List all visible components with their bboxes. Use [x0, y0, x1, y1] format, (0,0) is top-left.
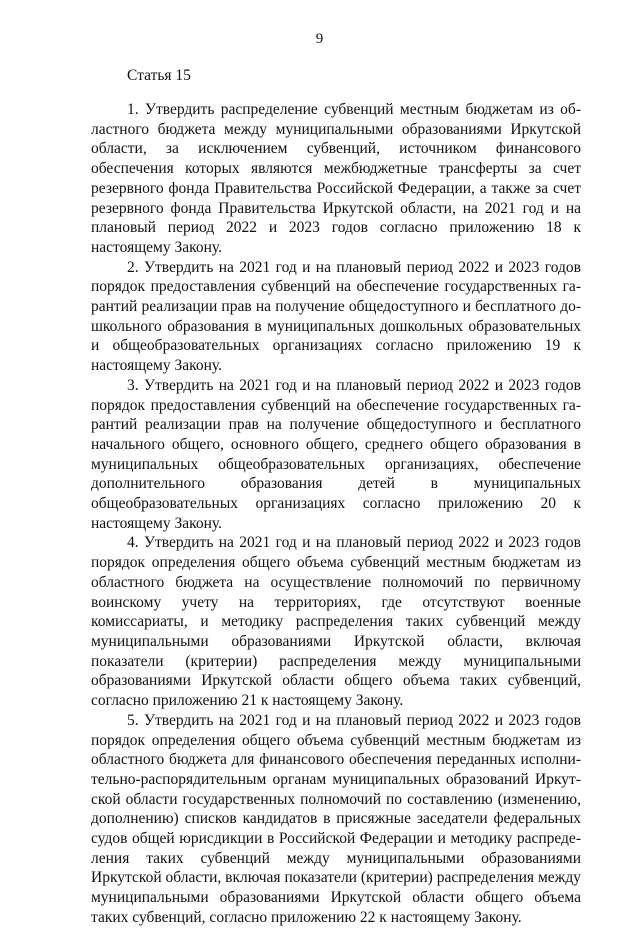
paragraph-1: 1. Утвердить распределение субвенций местным бюджетам из областного бюджета между муниципальными образованиями Иркутской области, за исключением субвенций, источником финансового обеспечения которых являются межбюджетные трансферты за счет резервного фонда Правительства Российской Федерации, а также за счет резервного фонда Правительства Иркутской области, на 2021 год и на плановый период 2022 и 2023 годов согласно приложению 18 к настоящему Закону.: [91, 101, 581, 256]
paragraph-4: 4. Утвердить на 2021 год и на плановый период 2022 и 2023 годов порядок определения общего объема субвенций местным бюджетам из областного бюджета на осуществление полномочий по первичному воинскому учету на территориях, где отсутствуют военные комиссариаты, и методику распределения таких субвенций между муниципальными образованиями Иркутской области, включая показатели (критерии) распределения между муниципальными образованиями Иркутской области общего объема таких субвенций, согласно приложению 21 к настоящему Закону.: [91, 534, 581, 710]
paragraph-3: 3. Утвердить на 2021 год и на плановый период 2022 и 2023 годов порядок предоставления субвенций на обеспечение государственных гарантий реализации прав на получение общедоступного и бесплатного начального общего, основного общего, среднего общего образования в муниципальных общеобразовательных организациях, обеспечение дополнительного образования детей в муниципальных общеобразовательных организациях согласно приложению 20 к настоящему Закону.: [91, 376, 581, 532]
article-body: [91, 100, 581, 928]
article-heading: Статья 15: [127, 67, 191, 84]
paragraph-2: 2. Утвердить на 2021 год и на плановый период 2022 и 2023 годов порядок предоставления субвенций на обеспечение государственных гарантий реализации прав на получение общедоступного и бесплатного дошкольного образования в муниципальных дошкольных образовательных и общеобразовательных организациях согласно приложению 19 к настоящему Закону.: [91, 258, 581, 375]
page-number: 9: [315, 31, 324, 47]
paragraph-5: 5. Утвердить на 2021 год и на плановый период 2022 и 2023 годов порядок определения общего объема субвенций местным бюджетам из областного бюджета для финансового обеспечения переданных исполнительно-распорядительным органам муниципальных образований Иркутской области государственных полномочий по составлению (изменению, дополнению) списков кандидатов в присяжные заседатели федеральных судов общей юрисдикции в Российской Федерации и методику распределения таких субвенций между муниципальными образованиями Иркутской области, включая показатели (критерии) распределения между муниципальными образованиями Иркутской области общего объема таких субвенций, согласно приложению 22 к настоящему Закону.: [91, 711, 581, 926]
